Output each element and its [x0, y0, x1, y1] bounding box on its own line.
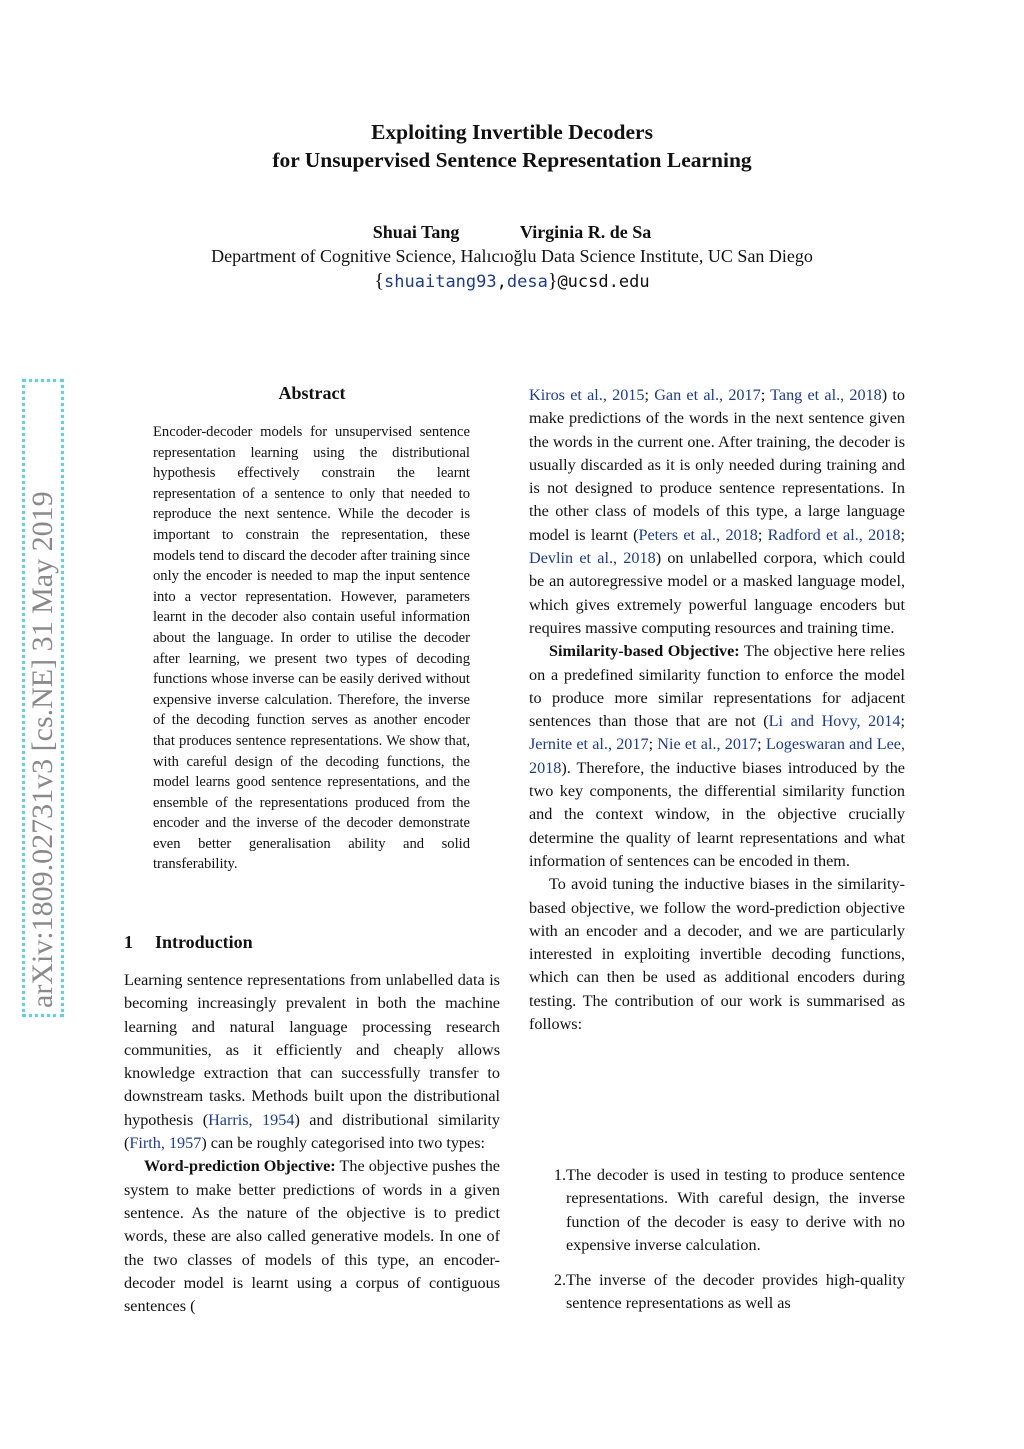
paragraph-heading-word-prediction: Word-prediction Objective:	[144, 1157, 336, 1176]
abstract-body: Encoder-decoder models for unsupervised sentence representation learning using the distributional hypothesis effectively constrain the learnt representation of a sentence to only that needed to reproduce the next sentence. While the decoder is important to constrain the representation, these models tend to discard the decoder after training since only the encoder is needed to map the input sentence into a vector representation. However, parameters learnt in the decoder also contain useful information about the language. In order to utilise the decoder after learning, we present two types of decoding functions whose inverse can be easily derived without expensive inverse calculation. Therefore, the inverse of the decoding function serves as another encoder that produces sentence representations. We show that, with careful design of the decoding functions, the model learns good sentence representations, and the ensemble of the representations produced from the encoder and the inverse of the decoder demonstrate even better generalisation ability and solid transferability.	[153, 424, 470, 873]
email-domain: @ucsd.edu	[557, 272, 650, 292]
intro-paragraph-2-continued: Kiros et al., 2015; Gan et al., 2017; Tang et al., 2018) to make predictions of the words in the next sentence given the words in the current one. After training, the decoder is usually discarded as it is only needed during training and is not designed to produce sentence representations. In the other class of models of this type, a large language model is learnt (Peters et al., 2018; Radford et al., 2018; Devlin et al., 2018) on unlabelled corpora, which could be an autoregressive model or a masked language model, which gives extremely powerful language encoders but requires massive computing resources and training time.	[529, 386, 905, 637]
email-open-brace: {	[374, 270, 385, 292]
email-close-brace: }	[547, 270, 558, 292]
citation-logeswaran[interactable]: Logeswaran and Lee, 2018	[529, 735, 905, 777]
citation-harris[interactable]: Harris, 1954	[208, 1110, 295, 1129]
intro-paragraph-4: To avoid tuning the inductive biases in the similarity-based objective, we follow the word-prediction objective with an encoder and a decoder, and we are particularly interested in exploiting invertible decoding functions, which can then be used as additional encoders during testing. The contribution of our work is summarised as follows:	[529, 875, 905, 1034]
citation-devlin[interactable]: Devlin et al., 2018	[529, 549, 656, 568]
section-heading-introduction	[124, 932, 253, 953]
right-column	[529, 384, 905, 1036]
citation-jernite[interactable]: Jernite et al., 2017	[529, 735, 649, 754]
email-separator: ,	[496, 272, 507, 292]
list-item-text: The inverse of the decoder provides high-quality sentence representations as well as	[566, 1271, 905, 1313]
list-item	[529, 1269, 905, 1316]
affiliation: Department of Cognitive Science, Halıcıoğlu Data Science Institute, UC San Diego	[211, 246, 813, 266]
citation-li-hovy[interactable]: Li and Hovy, 2014	[768, 712, 901, 731]
title-line-2: for Unsupervised Sentence Representation Learning	[272, 148, 752, 172]
author-list	[0, 222, 1024, 243]
contribution-list	[529, 1164, 905, 1328]
author-1: Shuai Tang	[372, 222, 460, 242]
citation-tang[interactable]: Tang et al., 2018	[770, 386, 882, 404]
email-line	[0, 270, 1024, 293]
citation-peters[interactable]: Peters et al., 2018	[638, 525, 758, 544]
list-item-number: 1.	[553, 1166, 566, 1184]
email-user-2[interactable]: desa	[506, 272, 548, 292]
abstract-heading: Abstract	[278, 383, 346, 403]
intro-paragraph-3: Similarity-based Objective: The objective here relies on a predefined similarity function to enforce the model to produce more similar representations for adjacent sentences than those that are not (Li and Hovy, 2014; Jernite et al., 2017; Nie et al., 2017; Logeswaran and Lee, 2018). Therefore, the inductive biases introduced by the two key components, the differential similarity function and the context window, in the objective crucially determine the quality of learnt representations and what information of sentences can be encoded in them.	[529, 642, 905, 870]
left-column	[124, 969, 500, 1318]
list-item	[529, 1164, 905, 1257]
list-item-number: 2.	[553, 1271, 566, 1290]
email-user-1[interactable]: shuaitang93	[384, 272, 497, 292]
paragraph-heading-similarity: Similarity-based Objective:	[549, 642, 740, 661]
intro-paragraph-1: Learning sentence representations from unlabelled data is becoming increasingly prevalent in both the machine learning and natural language processing research communities, as it efficiently and cheaply allows knowledge extraction that can successfully transfer to downstream tasks. Methods built upon the distributional hypothesis (Harris, 1954) and distributional similarity (Firth, 1957) can be roughly categorised into two types:	[124, 971, 500, 1153]
intro-paragraph-2: Word-prediction Objective: The objective pushes the system to make better predictions of words in a given sentence. As the nature of the objective is to predict words, these are also called generative models. In one of the two classes of models of this type, an encoder-decoder model is learnt using a corpus of contiguous sentences (	[124, 1157, 500, 1316]
author-2: Virginia R. de Sa	[519, 222, 652, 242]
citation-kiros[interactable]: Kiros et al., 2015	[529, 386, 645, 404]
section-number: 1	[124, 932, 133, 952]
citation-gan[interactable]: Gan et al., 2017	[654, 386, 761, 404]
citation-firth[interactable]: Firth, 1957	[129, 1134, 202, 1153]
title-line-1: Exploiting Invertible Decoders	[371, 120, 653, 144]
section-title: Introduction	[155, 932, 253, 952]
citation-nie[interactable]: Nie et al., 2017	[657, 735, 758, 754]
citation-radford[interactable]: Radford et al., 2018	[767, 525, 901, 544]
paper-title	[0, 118, 1024, 174]
list-item-text: The decoder is used in testing to produce sentence representations. With careful design, the inverse function of the decoder is easy to derive with no expensive inverse calculation.	[566, 1166, 905, 1254]
arxiv-stamp[interactable]: arXiv:1809.02731v3 [cs.NE] 31 May 2019	[22, 379, 64, 1017]
